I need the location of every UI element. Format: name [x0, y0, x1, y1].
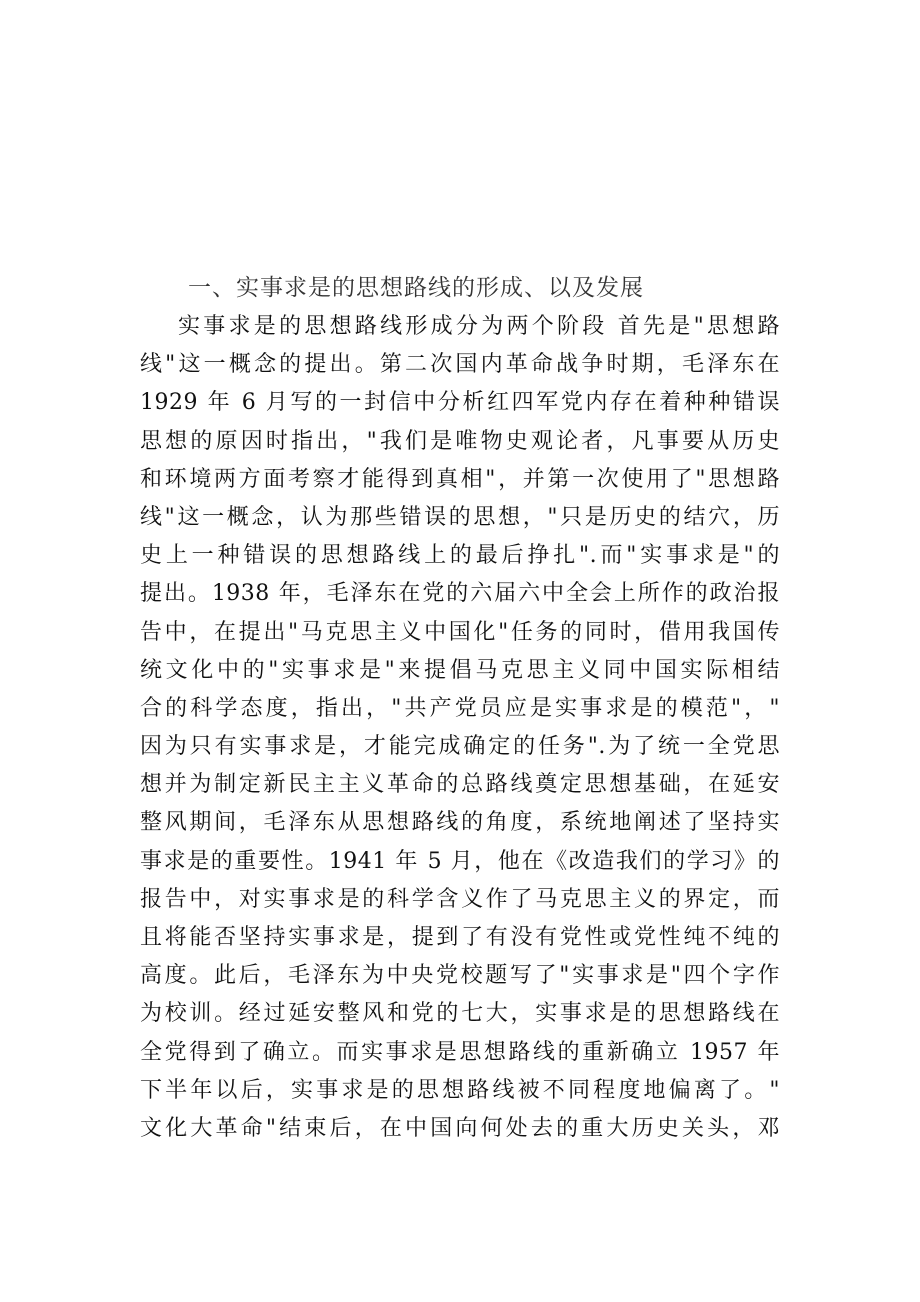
paragraph-line: 线"这一概念，认为那些错误的思想，"只是历史的结穴，历: [140, 504, 780, 530]
paragraph-line: 高度。此后，毛泽东为中央党校题写了"实事求是"四个字作: [140, 963, 780, 989]
paragraph-line: 提出。1938 年，毛泽东在党的六届六中全会上所作的政治报: [140, 581, 780, 607]
paragraph-line: 实事求是的思想路线形成分为两个阶段 首先是"思想路: [178, 314, 780, 339]
paragraph-line: 因为只有实事求是，才能完成确定的任务".为了统一全党思: [140, 734, 780, 760]
paragraph-line: 为校训。经过延安整风和党的七大，实事求是的思想路线在: [140, 1001, 780, 1027]
paragraph-line: 合的科学态度，指出，"共产党员应是实事求是的模范"，": [140, 695, 780, 721]
paragraph-line: 全党得到了确立。而实事求是思想路线的重新确立 1957 年: [140, 1039, 780, 1065]
paragraph-line: 报告中，对实事求是的科学含义作了马克思主义的界定，而: [140, 886, 780, 912]
paragraph-line: 想并为制定新民主主义革命的总路线奠定思想基础，在延安: [140, 772, 780, 798]
body-paragraph: [140, 308, 780, 1148]
paragraph-line: 线"这一概念的提出。第二次国内革命战争时期，毛泽东在: [140, 352, 780, 378]
paragraph-line: 1929 年 6 月写的一封信中分析红四军党内存在着种种错误: [140, 390, 780, 416]
paragraph-line: 统文化中的"实事求是"来提倡马克思主义同中国实际相结: [140, 657, 780, 683]
paragraph-line: 且将能否坚持实事求是，提到了有没有党性或党性纯不纯的: [140, 925, 780, 950]
paragraph-line: 整风期间，毛泽东从思想路线的角度，系统地阐述了坚持实: [140, 810, 780, 836]
paragraph-line: 思想的原因时指出，"我们是唯物史观论者，凡事要从历史: [140, 428, 780, 454]
paragraph-line: 下半年以后，实事求是的思想路线被不同程度地偏离了。": [140, 1077, 780, 1103]
section-heading: 一、实事求是的思想路线的形成、以及发展: [188, 275, 644, 301]
paragraph-line: 文化大革命"结束后，在中国向何处去的重大历史关头，邓: [140, 1115, 780, 1141]
paragraph-line: 和环境两方面考察才能得到真相"，并第一次使用了"思想路: [140, 466, 780, 492]
paragraph-line: 告中，在提出"马克思主义中国化"任务的同时，借用我国传: [140, 619, 780, 645]
paragraph-line: 史上一种错误的思想路线上的最后挣扎".而"实事求是"的: [140, 543, 780, 569]
paragraph-line: 事求是的重要性。1941 年 5 月，他在《改造我们的学习》的: [140, 848, 780, 874]
